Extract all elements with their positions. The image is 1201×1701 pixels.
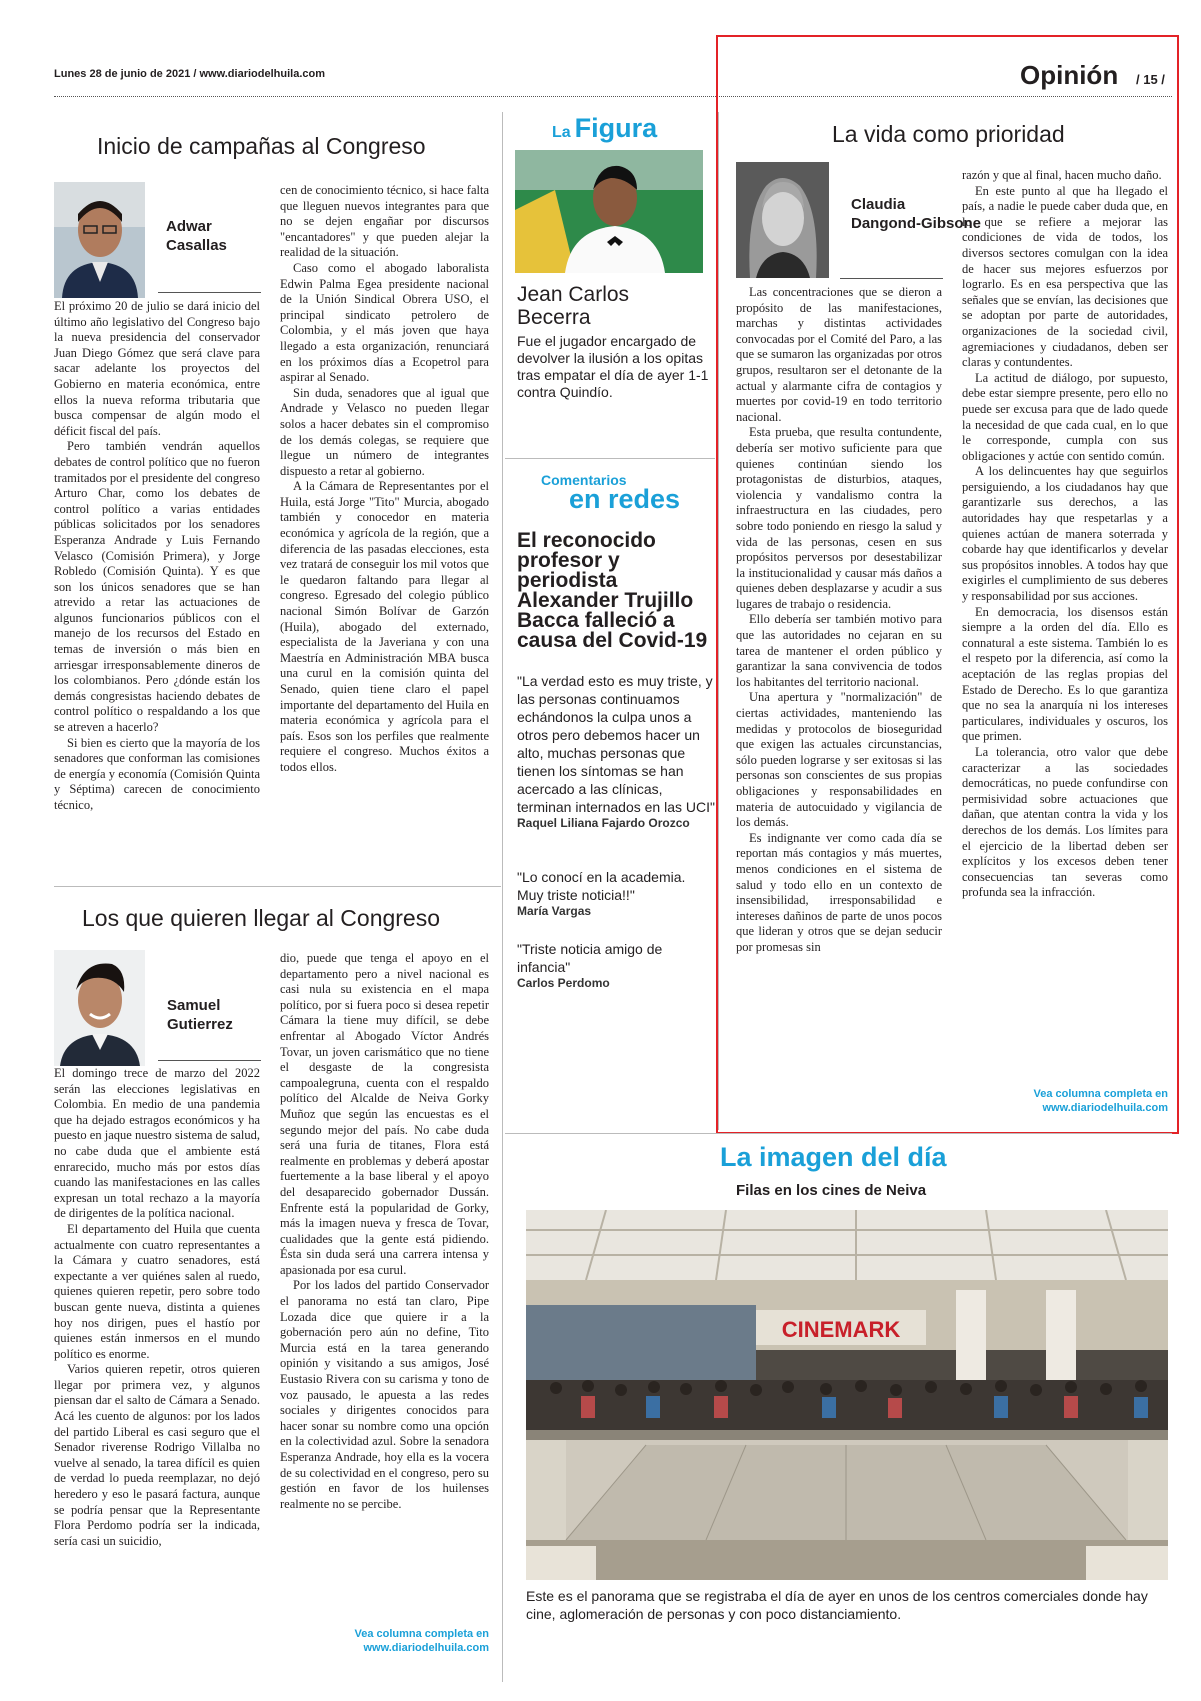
comentarios-label: Comentarios — [541, 472, 627, 488]
figura-label: La Figura — [552, 113, 658, 143]
paragraph: El domingo trece de marzo del 2022 serán las elecciones legislativas en Colombia. En medio de una pandemia que ha dejado estragos económicos y ha puesto en jaque nuestro sistema de salud, no cabe duda que el ambiente está enrarecido, mucho más por estos días cuando las manifestaciones en las calles expresan un total rechazo a la mayoría de dirigentes de la política nacional. — [54, 1066, 260, 1221]
comment-item — [517, 672, 717, 830]
comment-item — [517, 868, 712, 918]
paragraph: Ello debería ser también motivo para que las autoridades no cejaran en su tarea de mantener el orden público y garantizar la sana convivencia de todos los habitantes del territorio nacional. — [736, 612, 942, 689]
author-portrait-icon — [54, 182, 145, 298]
article-column-2 — [280, 951, 489, 1618]
cinema-crowd-image — [526, 1210, 1168, 1580]
paragraph: El próximo 20 de julio se dará inicio del último año legislativo del Congreso bajo la nueva presidencia del conservador Juan Diego Gómez que será clave para sacar adelante los proyectos del Gobierno en materia económica, entre ellos la nueva reforma tributaria que busca compensar de algún modo el déficit fiscal del país. — [54, 299, 260, 438]
section-name: Opinión — [1020, 60, 1119, 90]
paragraph: En este punto al que ha llegado el país, a nadie le puede caber duda que, en lo que se refiere a mejorar las condiciones de vida de todos, los diversos sectores comulgan con la idea de hacer sus mejores esfuerzos por lograrlo. Es en esa perspectiva que las señales que se envían, las decisiones que se adoptan por parte de autoridades, organizaciones de la sociedad civil, agremiaciones y ciudadanos, deben ser claras y contundentes. — [962, 183, 1168, 370]
date-line: Lunes 28 de junio de 2021 / www.diariodelhuila.com — [54, 68, 325, 80]
paragraph: Caso como el abogado laboralista Edwin Palma Egea presidente nacional de la Unión Sindical Obrera USO, el principal sindicato petrolero de Colombia, y el más joven que haya llegado a esta organización, renunciará en los próximos días a Ecopetrol para aspirar al Senado. — [280, 260, 489, 385]
paragraph: Es indignante ver como cada día se reportan más contagios y más muertes, menos condiciones en el sistema de salud y todo ello en un contexto de insensibilidad, irresponsabilidad e intereses dañinos de parte de unos pocos que lideran y otros que se dejan seducir por promesas sin — [736, 830, 942, 954]
player-portrait-icon — [515, 150, 703, 273]
paragraph: Las concentraciones que se dieron a propósito de las manifestaciones, marchas y distintas actividades convocadas por el Comité del Paro, a las que se sumaron las organizadas por otros grupos, resultaron ser el detonante de la actual y alarmante cifra de contagios y muertes por covid-19 en todo territorio nacional. — [736, 285, 942, 424]
comment-author: María Vargas — [517, 904, 592, 918]
figura-name: Jean Carlos Becerra — [517, 283, 630, 329]
author-rule — [840, 278, 943, 279]
image-day-title: La imagen del día — [720, 1142, 947, 1172]
comment-text: "Lo conocí en la academia. Muy triste noticia!!" — [517, 869, 686, 903]
paragraph: La actitud de diálogo, por supuesto, debe estar siempre presente, pero ello no puede ser excusa para que de lado quede la necesidad de que cada cual, en lo que le corresponde, cumpla con sus obligaciones y actúe con sentido común. — [962, 370, 1168, 463]
author-photo — [54, 950, 145, 1066]
article-column-1 — [54, 299, 260, 864]
paragraph: cen de conocimiento técnico, si hace falta que lleguen nuevos integrantes para que no se dejen engañar por discursos "encantadores" y que pueden alejar la realidad de la situación. — [280, 183, 489, 260]
paragraph: Sin duda, senadores que al igual que Andrade y Velasco no pueden llegar solos a hacer debates sin el compromiso de los demás colegas, se requiere que llegue un número de integrantes dispuesto a retar al gobierno. — [280, 385, 489, 478]
image-caption: Este es el panorama que se registraba el día de ayer en unos de los centros comerciales donde hay cine, aglomeración de personas y con poco distanciamiento. — [526, 1588, 1148, 1622]
paragraph: La tolerancia, otro valor que debe caracterizar a las sociedades democráticas, no puede confundirse con permisividad sobre actuaciones que dañan, que atentan contra la vida y los derechos de los demás. Los límites para el ejercicio de la libertad deben ser explícitos y los excesos deben tener consecuencias tan severas como profunda sea la infracción. — [962, 744, 1168, 900]
image-day-subtitle: Filas en los cines de Neiva — [736, 1182, 927, 1199]
paragraph: dio, puede que tenga el apoyo en el departamento pero a nivel nacional es casi nula su existencia en el mapa político, por si fuera poco si desea repetir Cámara la tiene muy difícil, se debe enfrentar al Abogado Víctor Andrés Tovar, un joven carismático que no tiene el desgaste de la congresista campoalegruna, cuenta con el respaldo político del Alcalde de Neiva Gorky Muñoz que según las encuestas es el segundo mejor del país. No cabe duda será una furia de titanes, Flora está realmente en problemas y deberá apostar fuertemente a la base liberal y el apoyo del desaparecido gobernador Dussán. Enfrente está la popularidad de Gorky, más la imagen nueva y fresca de Tovar, cualidades que la gente está pidiendo. Ésta sin duda será una carrera intensa y apasionada por esa curul. — [280, 951, 489, 1277]
page-number: / 15 / — [1136, 72, 1165, 87]
paragraph: Una apertura y "normalización" de ciertas actividades, manteniendo las medidas y protocolos de bioseguridad que exigen las actuales circunstancias, sólo pueden lograrse y ser exitosas si las personas son conscientes de sus propias obligaciones y responsabilidades en materia de autocuidado y vigilancia de los demás. — [736, 690, 942, 830]
comment-text: "Triste noticia amigo de infancia" — [517, 941, 663, 975]
column-rule-left — [502, 112, 503, 1682]
article-divider-image — [505, 1133, 1172, 1134]
figura-photo — [515, 150, 703, 273]
column-rule-right — [718, 112, 719, 1130]
article-divider-middle — [505, 458, 715, 459]
read-more-link[interactable]: Vea columna completa en www.diariodelhuila.com — [354, 1628, 489, 1654]
figura-description: Fue el jugador encargado de devolver la ilusión a los opitas tras empatar el día de ayer 1-1 contra Quindío. — [517, 333, 709, 400]
paragraph: Varios quieren repetir, otros quieren llegar por primera vez, y algunos piensan dar el salto de Cámara a Senado. Acá les cuento de algunos: por los lados del partido Liberal es casi seguro que el Senador riverense Rodrigo Villalba no vuelve al senado, la tarea difícil es quien de verdad lo pueda reemplazar, no dejó heredero y eso le pasará factura, aunque se podría pensar que la Representante Flora Perdomo podría ser la indicada, sería casi un suicidio, — [54, 1362, 260, 1548]
author-name: Adwar Casallas — [166, 218, 227, 254]
article-title: La vida como prioridad — [832, 121, 1065, 147]
paragraph: A los delincuentes hay que seguirlos persiguiendo, a los ciudadanos hay que garantizarle sus derechos, a las autoridades hay que respetarlas y a quienes actúan de manera soterrada y cobarde hay que identificarlos y develar sus propósitos innobles. A todos hay que exigirles el cumplimiento de sus deberes y responsabilidad por sus acciones. — [962, 464, 1168, 604]
article-divider-left — [54, 886, 501, 887]
author-photo — [736, 162, 829, 278]
article-title: Los que quieren llegar al Congreso — [82, 905, 441, 931]
paragraph: En democracia, los disensos están siempre a la orden del día. Ello es connatural a este sistema. También lo es el respeto por la diferencia, así como la aceptación de las reglas propias del Estado de Derecho. Es lo que garantiza que no sea la anarquía ni los intereses particulares, individuales y oscuros, los que primen. — [962, 604, 1168, 744]
author-rule — [158, 1060, 261, 1061]
paragraph: razón y que al final, hacen mucho daño. — [962, 168, 1162, 182]
author-name: Claudia Dangond-Gibsone — [851, 196, 981, 232]
paragraph: Esta prueba, que resulta contundente, debería ser motivo suficiente para que quienes continúan siendo los protagonistas de disturbios, ataques, violencia y vandalismo contra la infraestructura en las ciudades, pero sobre todo poniendo en riesgo la salud y vida de las personas, cesen en sus propósitos perversos por desestabilizar la institucionalidad y causar más daños a quienes deben desplazarse y acudir a sus lugares de trabajo o residencia. — [736, 425, 942, 611]
author-rule — [158, 292, 261, 293]
author-portrait-icon — [736, 162, 829, 278]
paragraph: Por los lados del partido Conservador el panorama no está tan claro, Pipe Lozada dice que quiere ir a la gobernación pero aún no define, Tito Murcia está en la tarea generando opinión y visitando a sus amigos, José Eustasio Rivera con su carisma y tono de voz pausado, le apuesta a las redes sociales y dirigentes conocidos para hacer sonar su nombre como una opción en la colectividad azul. Sobre la senadora Esperanza Andrade, hoy ella es la vocera de su colectividad en el congreso, pero su gestión en favor de los huilenses realmente no se percibe. — [280, 1278, 489, 1511]
author-name: Samuel Gutierrez — [167, 997, 233, 1033]
author-portrait-icon — [54, 950, 145, 1066]
comment-text: "La verdad esto es muy triste, y las personas continuamos echándonos la culpa unos a otros pero debemos hacer un alto, muchas personas que tienen los síntomas se han acercado a las clínicas, terminan internados en las UCI" — [517, 673, 715, 815]
paragraph: El departamento del Huila que cuenta actualmente con cuatro representantes a la Cámara y cuatro senadores, está expectante a ver quiénes salen al ruedo, quienes quieren repetir, pero sobre todo buscan gente nueva, distinta a quienes hoy nos dirigen, pues el hastío por quienes están inmersos en el mundo político es enorme. — [54, 1221, 260, 1361]
article-column-1 — [736, 285, 942, 1117]
author-photo — [54, 182, 145, 298]
article-column-2 — [962, 168, 1168, 1085]
comment-author: Raquel Liliana Fajardo Orozco — [517, 816, 690, 830]
comment-author: Carlos Perdomo — [517, 976, 610, 990]
paragraph: A la Cámara de Representantes por el Huila, está Jorge "Tito" Murcia, abogado también y conocedor en materia económica y agrícola de la región, que a diferencia de las pasadas elecciones, esta vez tratará de conseguir los mil votos que le quedaron faltando para llegar al congreso. Egresado del colegio público nacional Simón Bolívar de Garzón (Huila), abogado del externado, especialista de la Javeriana y con una Maestría en Administración MBA busca una curul en la comisión quinta del Senado, quien tiene claro el papel importante del departamento del Huila en materia económica y agrícola para el país. Esos son los perfiles que realmente requiere el congreso. Muchos éxitos a todos ellos. — [280, 479, 489, 774]
en-redes-label: en redes — [569, 484, 681, 514]
article-column-1 — [54, 1066, 260, 1674]
cinema-sign: CINEMARK — [781, 1317, 901, 1342]
article-title: Inicio de campañas al Congreso — [97, 133, 426, 159]
paragraph: Si bien es cierto que la mayoría de los senadores que conforman las comisiones de energía y economía (Comisión Quinta y Séptima) carecen de conocimiento técnico, — [54, 735, 260, 812]
read-more-link[interactable]: Vea columna completa en www.diariodelhuila.com — [1033, 1088, 1168, 1114]
paragraph: Pero también vendrán aquellos debates de control político que no fueron tramitados por el presidente del congreso Arturo Char, como los debates de control político a varias entidades públicas solicitados por los senadores Esperanza Andrade y Luis Fernando Velasco (Comisión Primera), y Jorge Robledo (Comisión Quinta). Y es que son los únicos senadores que se han atrevido a retar las actuaciones de algunos funcionarios públicos con el manejo de los recursos del Estado en temas de inversión o más bien en arriesgar irresponsablemente dineros de los colombianos. Pero ¿dónde están los demás congresistas haciendo debates de control político o respaldando a los que se atreven a hacerlo? — [54, 439, 260, 735]
comentarios-headline: El reconocido profesor y periodista Alexander Trujillo Bacca falleció a causa del Covid-19 — [517, 529, 708, 652]
comment-item — [517, 940, 707, 990]
cinema-photo — [526, 1210, 1168, 1580]
article-column-2 — [280, 183, 489, 869]
